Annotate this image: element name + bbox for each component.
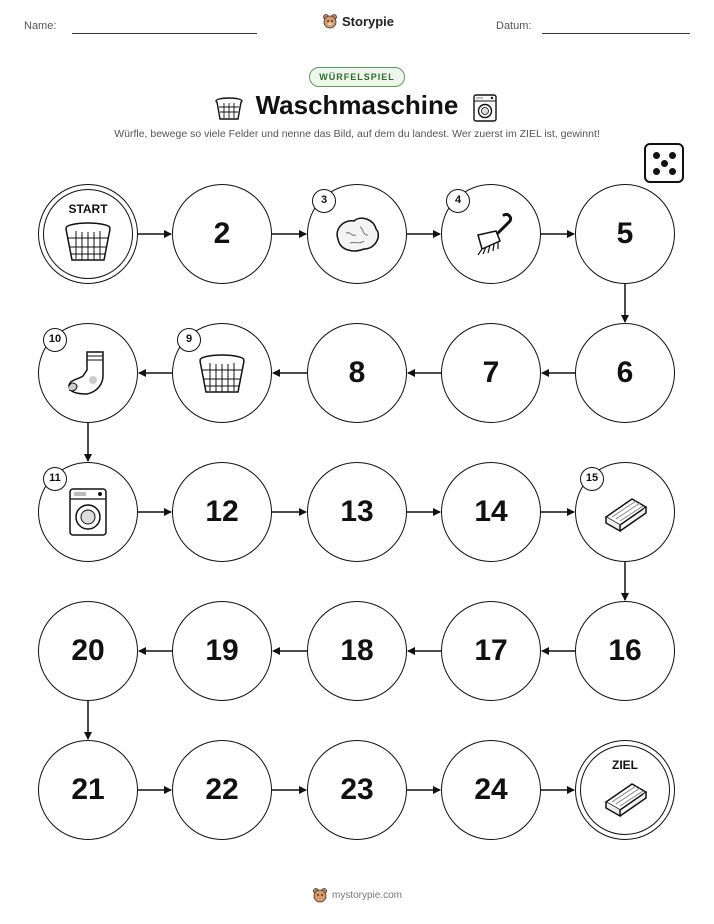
page-title: Waschmaschine xyxy=(255,90,459,120)
field-15[interactable] xyxy=(575,462,675,562)
field-number: 20 xyxy=(71,634,105,667)
field-number: 21 xyxy=(71,773,105,806)
start-label: START xyxy=(68,202,108,216)
footer-url: mystorypie.com xyxy=(331,889,402,901)
field-13[interactable] xyxy=(307,462,407,562)
field-number: 13 xyxy=(340,495,374,528)
field-number: 18 xyxy=(340,634,374,667)
field-24[interactable] xyxy=(441,740,541,840)
field-16[interactable] xyxy=(575,601,675,701)
instructions: Würfle, bewege so viele Felder und nenne das Bild, auf dem du landest. Wer zuerst im ZIEL ist, gewinnt! xyxy=(114,128,600,140)
field-number: 7 xyxy=(482,356,500,389)
field-12[interactable] xyxy=(172,462,272,562)
field-number: 22 xyxy=(205,773,239,806)
field-23[interactable] xyxy=(307,740,407,840)
soap-bar-icon xyxy=(598,487,652,537)
sock-icon xyxy=(61,348,115,398)
field-number: 6 xyxy=(616,356,634,389)
field-9[interactable] xyxy=(172,323,272,423)
field-21[interactable] xyxy=(38,740,138,840)
brush-icon xyxy=(464,209,518,259)
field-number: 24 xyxy=(474,773,508,806)
lint-ball-icon xyxy=(330,209,384,259)
field-number-badge: 3 xyxy=(312,189,336,213)
bear-icon xyxy=(312,887,328,903)
field-22[interactable] xyxy=(172,740,272,840)
field-3[interactable] xyxy=(307,184,407,284)
goal-label: ZIEL xyxy=(612,758,638,772)
field-number-badge: 10 xyxy=(43,328,67,352)
field-number: 5 xyxy=(616,217,634,250)
field-number: 2 xyxy=(213,217,231,250)
field-number: 16 xyxy=(608,634,642,667)
field-8[interactable] xyxy=(307,323,407,423)
field-11[interactable] xyxy=(38,462,138,562)
laundry-basket-icon xyxy=(195,348,249,398)
field-goal[interactable] xyxy=(575,740,675,840)
field-5[interactable] xyxy=(575,184,675,284)
field-4[interactable] xyxy=(441,184,541,284)
field-6[interactable] xyxy=(575,323,675,423)
field-start[interactable] xyxy=(38,184,138,284)
washing-machine-icon xyxy=(61,487,115,537)
field-number-badge: 9 xyxy=(177,328,201,352)
field-number-badge: 15 xyxy=(580,467,604,491)
field-14[interactable] xyxy=(441,462,541,562)
field-7[interactable] xyxy=(441,323,541,423)
field-2[interactable] xyxy=(172,184,272,284)
field-10[interactable] xyxy=(38,323,138,423)
field-number: 19 xyxy=(205,634,239,667)
field-number: 8 xyxy=(348,356,366,389)
soap-bar-icon xyxy=(598,772,652,822)
field-19[interactable] xyxy=(172,601,272,701)
field-number: 17 xyxy=(474,634,508,667)
name-label: Name: xyxy=(24,20,57,32)
brand-name: Storypie xyxy=(342,13,395,29)
field-17[interactable] xyxy=(441,601,541,701)
field-number-badge: 11 xyxy=(43,467,67,491)
field-number: 12 xyxy=(205,495,239,528)
field-number: 14 xyxy=(474,495,508,528)
field-number: 23 xyxy=(340,773,374,806)
field-20[interactable] xyxy=(38,601,138,701)
field-18[interactable] xyxy=(307,601,407,701)
game-type-badge: WÜRFELSPIEL xyxy=(309,67,405,87)
field-number-badge: 4 xyxy=(446,189,470,213)
date-label: Datum: xyxy=(496,20,532,32)
footer xyxy=(0,887,714,903)
laundry-basket-icon xyxy=(61,216,115,266)
